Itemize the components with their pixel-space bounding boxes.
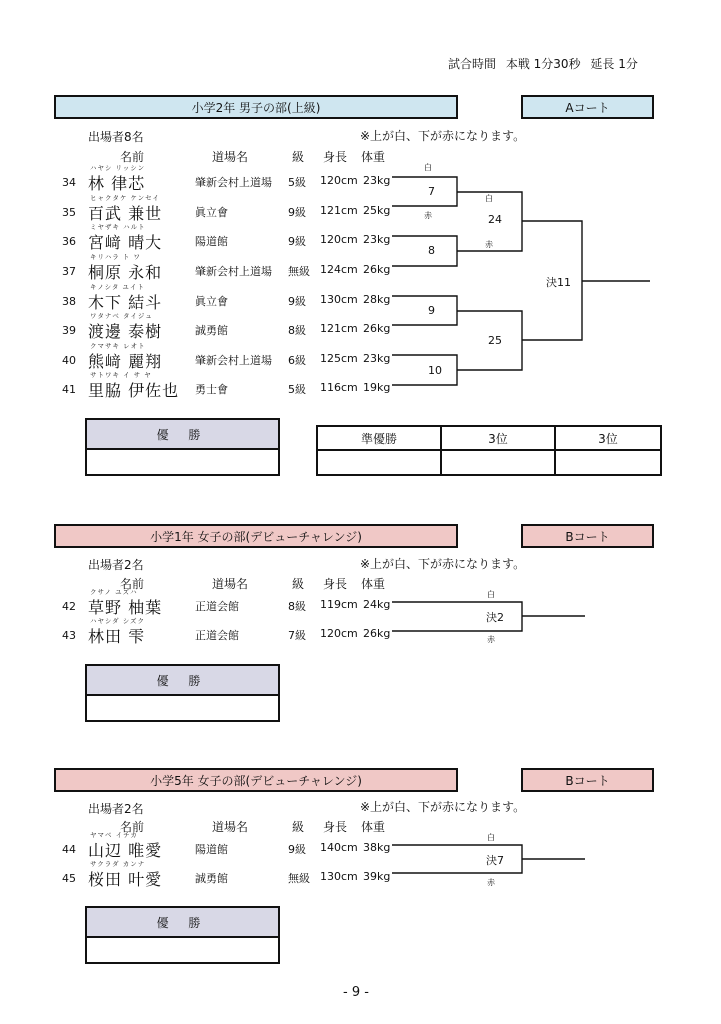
player-furigana: ヒャクタケ ケンセイ [90, 194, 160, 202]
player-height: 120cm [320, 174, 358, 187]
final-match: 決11 [546, 276, 571, 289]
player-dojo: 眞立會 [195, 206, 228, 219]
player-furigana: ヤマベ イチカ [90, 831, 138, 839]
third-place-label: 3位 [442, 427, 554, 451]
player-rank: 8級 [288, 324, 306, 337]
champion-label: 優 勝 [87, 908, 278, 938]
player-height: 140cm [320, 841, 358, 854]
third-place-col [556, 427, 660, 474]
match-10: 10 [428, 364, 442, 377]
header-name: 名前 [120, 820, 145, 834]
player-height: 130cm [320, 870, 358, 883]
player-number: 43 [62, 629, 76, 642]
player-rank: 9級 [288, 206, 306, 219]
section-title: 小学1年 女子の部(デビューチャレンジ) [150, 529, 362, 544]
player-number: 45 [62, 872, 76, 885]
player-rank: 9級 [288, 843, 306, 856]
participant-count: 出場者8名 [88, 130, 144, 144]
color-note: ※上が白、下が赤になります。 [360, 129, 526, 143]
player-furigana: ハヤシ リッシン [90, 164, 146, 172]
player-number: 42 [62, 600, 76, 613]
header-dojo: 道場名 [212, 150, 249, 164]
header-rank: 級 [292, 577, 305, 591]
player-weight: 25kg [363, 204, 391, 217]
white-label: 白 [485, 194, 493, 203]
court-label: Bコート [565, 773, 610, 788]
header-dojo: 道場名 [212, 577, 249, 591]
player-name: 熊﨑 麗翔 [88, 352, 163, 371]
header-name: 名前 [120, 577, 145, 591]
header-rank: 級 [292, 150, 305, 164]
player-rank: 8級 [288, 600, 306, 613]
header-rank: 級 [292, 820, 305, 834]
player-dojo: 肇新会村上道場 [195, 265, 272, 278]
player-rank: 無級 [288, 872, 310, 885]
player-name: 林 律芯 [88, 174, 146, 193]
player-weight: 23kg [363, 174, 391, 187]
player-dojo: 誠勇館 [195, 324, 228, 337]
player-furigana: キリハラ ト ワ [90, 253, 141, 261]
player-weight: 24kg [363, 598, 391, 611]
court-label: Bコート [565, 529, 610, 544]
player-furigana: ミヤザキ ハルト [90, 223, 146, 231]
red-label: 赤 [424, 211, 432, 220]
player-name: 木下 結斗 [88, 293, 163, 312]
player-name: 桜田 叶愛 [88, 870, 163, 889]
player-number: 35 [62, 206, 76, 219]
player-dojo: 正道会館 [195, 600, 239, 613]
player-height: 130cm [320, 293, 358, 306]
match-8: 8 [428, 244, 435, 257]
player-name: 林田 雫 [88, 627, 146, 646]
player-number: 37 [62, 265, 76, 278]
player-name: 宮﨑 晴大 [88, 233, 163, 252]
player-name: 草野 柚葉 [88, 598, 163, 617]
player-name: 里脇 伊佐也 [88, 381, 180, 400]
match-24: 24 [488, 213, 502, 226]
player-height: 120cm [320, 233, 358, 246]
match-time-main: 本戦 1分30秒 [505, 57, 581, 71]
player-name: 渡邊 泰樹 [88, 322, 163, 341]
player-number: 41 [62, 383, 76, 396]
player-name: 山辺 唯愛 [88, 841, 163, 860]
color-note: ※上が白、下が赤になります。 [360, 800, 526, 814]
player-height: 124cm [320, 263, 358, 276]
section-title: 小学5年 女子の部(デビューチャレンジ) [150, 773, 362, 788]
red-label: 赤 [487, 878, 495, 887]
white-label: 白 [487, 833, 495, 842]
runner-up-label: 準優勝 [318, 427, 440, 451]
header-name: 名前 [120, 150, 145, 164]
player-number: 44 [62, 843, 76, 856]
player-weight: 39kg [363, 870, 391, 883]
player-number: 39 [62, 324, 76, 337]
court-label: Aコート [565, 100, 610, 115]
player-rank: 6級 [288, 354, 306, 367]
player-dojo: 正道会館 [195, 629, 239, 642]
player-height: 119cm [320, 598, 358, 611]
white-label: 白 [424, 163, 432, 172]
player-rank: 5級 [288, 176, 306, 189]
player-dojo: 陽道館 [195, 235, 228, 248]
match-9: 9 [428, 304, 435, 317]
player-furigana: サトワキ イ サ ヤ [90, 371, 152, 379]
player-furigana: サクラダ カンナ [90, 860, 146, 868]
header-weight: 体重 [361, 820, 386, 834]
match-7: 7 [428, 185, 435, 198]
player-furigana: キノシタ ユイト [90, 283, 145, 291]
player-weight: 26kg [363, 627, 391, 640]
player-height: 121cm [320, 204, 358, 217]
player-weight: 23kg [363, 352, 391, 365]
player-number: 40 [62, 354, 76, 367]
header-weight: 体重 [361, 577, 386, 591]
player-furigana: ワタナベ タイジュ [90, 312, 153, 320]
player-height: 116cm [320, 381, 358, 394]
player-height: 120cm [320, 627, 358, 640]
player-height: 121cm [320, 322, 358, 335]
player-rank: 9級 [288, 295, 306, 308]
champion-box [85, 906, 280, 964]
player-furigana: クサノ ユズハ [90, 588, 138, 596]
player-weight: 38kg [363, 841, 391, 854]
red-label: 赤 [487, 635, 495, 644]
player-weight: 26kg [363, 263, 391, 276]
court-label-box [521, 524, 654, 548]
page-number: - 9 - [343, 985, 369, 1000]
player-dojo: 陽道館 [195, 843, 228, 856]
white-label: 白 [487, 590, 495, 599]
red-label: 赤 [485, 240, 493, 249]
header-dojo: 道場名 [212, 820, 249, 834]
match-time-extra: 延長 1分 [590, 57, 638, 71]
player-name: 百武 兼世 [88, 204, 163, 223]
player-dojo: 肇新会村上道場 [195, 354, 272, 367]
player-rank: 5級 [288, 383, 306, 396]
header-height: 身長 [323, 820, 348, 834]
player-dojo: 眞立會 [195, 295, 228, 308]
participant-count: 出場者2名 [88, 558, 144, 572]
player-rank: 無級 [288, 265, 310, 278]
player-weight: 23kg [363, 233, 391, 246]
champion-label: 優 勝 [87, 666, 278, 696]
champion-label: 優 勝 [87, 420, 278, 450]
player-rank: 7級 [288, 629, 306, 642]
player-dojo: 誠勇館 [195, 872, 228, 885]
player-furigana: ハヤシダ シズク [90, 617, 146, 625]
player-weight: 28kg [363, 293, 391, 306]
participant-count: 出場者2名 [88, 802, 144, 816]
third-place-col [442, 427, 556, 474]
player-name: 桐原 永和 [88, 263, 163, 282]
court-label-box [521, 768, 654, 792]
header-weight: 体重 [361, 150, 386, 164]
player-number: 36 [62, 235, 76, 248]
color-note: ※上が白、下が赤になります。 [360, 557, 526, 571]
player-rank: 9級 [288, 235, 306, 248]
player-weight: 19kg [363, 381, 391, 394]
third-place-label: 3位 [556, 427, 660, 451]
section-title-box [54, 768, 458, 792]
champion-box [85, 664, 280, 722]
header-height: 身長 [323, 150, 348, 164]
champion-box [85, 418, 280, 476]
runner-up-col [318, 427, 442, 474]
section-title: 小学2年 男子の部(上級) [191, 100, 321, 115]
player-number: 34 [62, 176, 76, 189]
player-number: 38 [62, 295, 76, 308]
section-title-box [54, 524, 458, 548]
player-height: 125cm [320, 352, 358, 365]
player-dojo: 肇新会村上道場 [195, 176, 272, 189]
player-weight: 26kg [363, 322, 391, 335]
player-furigana: クマサキ レオト [90, 342, 146, 350]
match-25: 25 [488, 334, 502, 347]
placement-table [316, 425, 662, 476]
header-height: 身長 [323, 577, 348, 591]
final-match: 決2 [486, 611, 504, 624]
match-time-label: 試合時間 [448, 57, 497, 71]
player-dojo: 勇士會 [195, 383, 228, 396]
final-match: 決7 [486, 854, 504, 867]
